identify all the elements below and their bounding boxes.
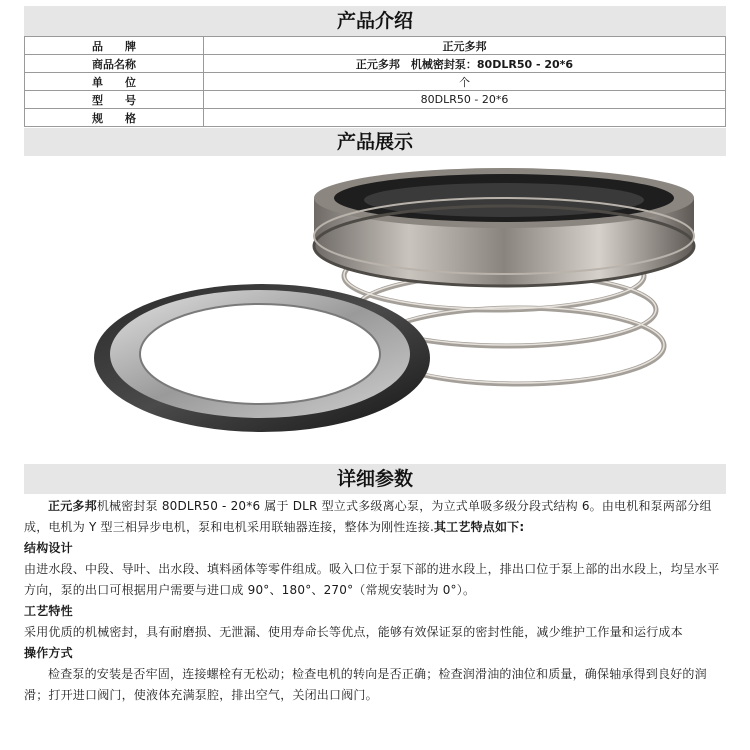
brand-name: 正元多邦 [48, 499, 97, 513]
spec-label: 品 牌 [25, 37, 204, 55]
spec-label: 型 号 [25, 91, 204, 109]
intro-tail: 其工艺特点如下: [433, 520, 525, 534]
section-title-show: 产品展示 [24, 128, 726, 156]
section-heading-structure: 结构设计 [24, 541, 73, 555]
seal-ring [94, 284, 430, 432]
section-text-operation: 检查泵的安装是否牢固，连接螺栓有无松动；检查电机的转向是否正确；检查润滑油的油位和质量，确保轴承得到良好的润滑；打开进口阀门，使液体充满泵腔，排出空气，关闭出口阀门。 [24, 667, 707, 702]
spec-value: 正元多邦 机械密封泵：80DLR50 - 20*6 [204, 55, 726, 73]
section-heading-operation: 操作方式 [24, 646, 73, 660]
table-row [25, 109, 726, 127]
detail-text [24, 496, 726, 706]
section-text-structure: 由进水段、中段、导叶、出水段、填料函体等零件组成。吸入口位于泵下部的进水段上，排出口位于泵上部的出水段上，均呈水平方向，泵的出口可根据用户需要与进口成 90°、180°、270°（常规安装时为 0°）。 [24, 562, 720, 597]
spec-value: 个 [204, 73, 726, 91]
spec-label: 商品名称 [25, 55, 204, 73]
detail-intro [24, 496, 726, 538]
mechanical-seal-illustration [24, 158, 726, 462]
table-row [25, 55, 726, 73]
section-title-detail: 详细参数 [24, 464, 726, 494]
spec-value: 正元多邦 [204, 37, 726, 55]
spec-table [24, 36, 726, 127]
section-title-intro: 产品介绍 [24, 6, 726, 36]
table-row [25, 73, 726, 91]
intro-text: 机械密封泵 80DLR50 - 20*6 属于 DLR 型立式多级离心泵，为立式单吸多级分段式结构 6。由电机和泵两部分组成，电机为 Y 型三相异步电机，泵和电机采用联轴器连接，整体为刚性连接. [24, 499, 712, 534]
table-row [25, 91, 726, 109]
section-heading-process: 工艺特性 [24, 604, 73, 618]
spec-label: 规 格 [25, 109, 204, 127]
product-photo [24, 158, 726, 462]
spec-value: 80DLR50 - 20*6 [204, 91, 726, 109]
spec-label: 单 位 [25, 73, 204, 91]
section-text-process: 采用优质的机械密封，具有耐磨损、无泄漏、使用寿命长等优点，能够有效保证泵的密封性能，减少维护工作量和运行成本 [24, 625, 683, 639]
seal-housing [314, 168, 694, 286]
spec-value [204, 109, 726, 127]
table-row [25, 37, 726, 55]
